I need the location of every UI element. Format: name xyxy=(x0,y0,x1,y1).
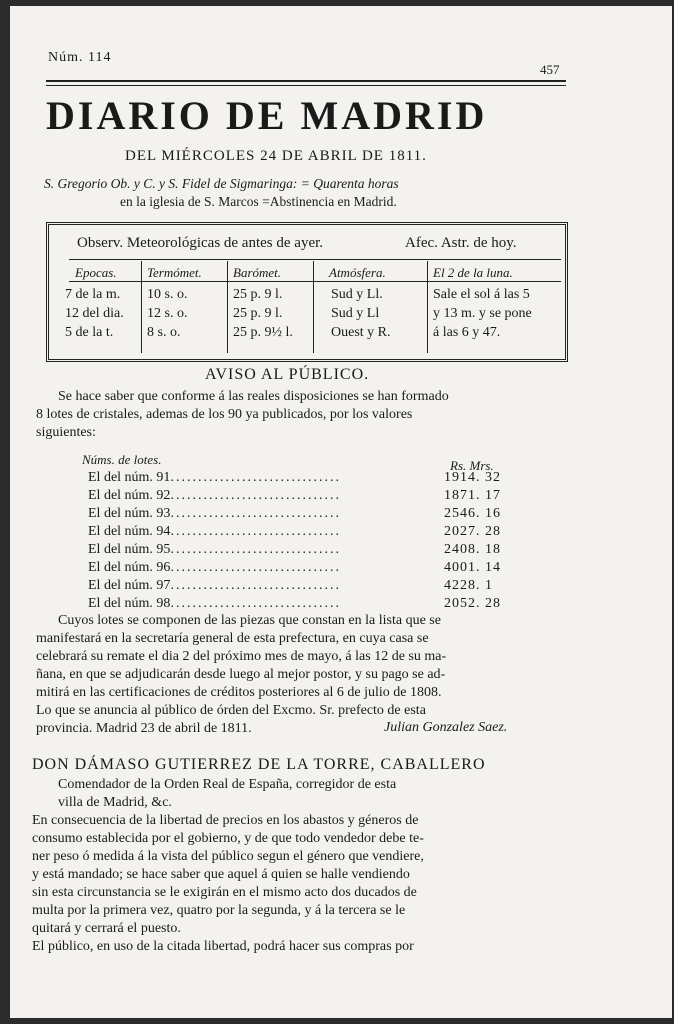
row-epoch: 12 del dia. xyxy=(65,306,124,321)
masthead-title: DIARIO DE MADRID xyxy=(46,93,488,138)
row-epoch: 7 de la m. xyxy=(65,287,121,302)
lot-row: El del núm. 91............................... xyxy=(88,470,341,485)
lot-row: El del núm. 92............................... xyxy=(88,488,341,503)
row-atmos: Sud y Ll. xyxy=(331,287,383,302)
lot-amount: 2408. 18 xyxy=(444,542,501,557)
lot-row: El del núm. 96............................... xyxy=(88,560,341,575)
lot-amount: 2546. 16 xyxy=(444,506,501,521)
issue-number: Núm. 114 xyxy=(48,50,112,65)
row-baro: 25 p. 9 l. xyxy=(233,306,283,321)
col-atmosfera: Atmósfera. xyxy=(329,265,386,280)
header-rule-thin xyxy=(46,85,566,86)
table-rule xyxy=(69,281,561,282)
aviso-intro: Se hace saber que conforme á las reales disposiciones se han formado 8 lotes de cristales, ademas de los 90 ya publicados, por los valores siguientes: xyxy=(36,389,449,440)
row-temp: 8 s. o. xyxy=(147,325,181,340)
lot-amount: 1871. 17 xyxy=(444,488,501,503)
header-rule xyxy=(46,80,566,82)
lot-row: El del núm. 94............................... xyxy=(88,524,341,539)
signature: Julian Gonzalez Saez. xyxy=(384,720,508,735)
page-number: 457 xyxy=(540,62,560,77)
row-baro: 25 p. 9 l. xyxy=(233,287,283,302)
row-atmos: Ouest y R. xyxy=(331,325,391,340)
table-divider xyxy=(313,261,314,353)
table-rule xyxy=(69,259,561,260)
aviso-body: Cuyos lotes se componen de las piezas que constan en la lista que se manifestará en la secretaría general de esta prefectura, en cuya casa se celebrará su remate el dia 2 del próximo mes de mayo, á las 12 de su ma- ñana, en que se adjudicarán desde luego al mejor postor, y su pago se ad- mitirá en las certificaciones de créditos posteriores al 6 de julio de 1808. Lo que se anuncia al público de órden del Excmo. Sr. prefecto de esta provincia. Madrid 23 de abril de 1811. xyxy=(36,613,447,736)
section-heading-aviso: AVISO AL PÚBLICO. xyxy=(205,366,370,383)
row-temp: 12 s. o. xyxy=(147,306,188,321)
table-divider xyxy=(427,261,428,353)
lot-row: El del núm. 93............................... xyxy=(88,506,341,521)
weather-table xyxy=(46,222,568,362)
lotes-header: Núms. de lotes. xyxy=(82,452,162,467)
decree-body: Comendador de la Orden Real de España, corregidor de esta villa de Madrid, &c. En consecuencia de la libertad de precios en los abastos y géneros de consumo establecida por el gobierno, y de que todo vendedor debe te- ner peso ó medida á la vista del público segun el género que vendiere, y está mandado; se hace saber que aquel á quien se halle vendiendo sin esta circunstancia se le exigirán en el mismo acto dos ducados de multa por la primera vez, quatro por la segunda, y á la tercera se le quitará y cerrará el puesto. El público, en uso de la citada libertad, podrá hacer sus compras por xyxy=(32,777,424,954)
dateline: DEL MIÉRCOLES 24 DE ABRIL DE 1811. xyxy=(125,148,427,164)
saints-line: S. Gregorio Ob. y C. y S. Fidel de Sigmaringa: = Quarenta horas xyxy=(44,176,399,191)
row-temp: 10 s. o. xyxy=(147,287,188,302)
lot-amount: 2027. 28 xyxy=(444,524,501,539)
lot-amount: 1914. 32 xyxy=(444,470,501,485)
saints-line-2: en la iglesia de S. Marcos =Abstinencia en Madrid. xyxy=(120,194,397,209)
moon-line-2: y 13 m. y se pone xyxy=(433,306,532,321)
moon-line-3: á las 6 y 47. xyxy=(433,325,501,340)
col-barometro: Barómet. xyxy=(233,265,282,280)
row-epoch: 5 de la t. xyxy=(65,325,114,340)
amount-header: Rs. Mrs. xyxy=(450,458,494,473)
section-heading-don: DON DÁMASO GUTIERREZ DE LA TORRE, CABALLERO xyxy=(32,756,486,773)
lot-amount: 4001. 14 xyxy=(444,560,501,575)
table-divider xyxy=(141,261,142,353)
col-epocas: Epocas. xyxy=(75,265,117,280)
table-divider xyxy=(227,261,228,353)
weather-table-title: Observ. Meteorológicas de antes de ayer. xyxy=(77,235,324,251)
col-termometro: Termómet. xyxy=(147,265,202,280)
newspaper-page xyxy=(10,6,672,1018)
lot-row: El del núm. 95............................... xyxy=(88,542,341,557)
astro-table-title: Afec. Astr. de hoy. xyxy=(405,235,517,251)
moon-line-1: Sale el sol á las 5 xyxy=(433,287,530,302)
lot-amount: 2052. 28 xyxy=(444,596,501,611)
row-atmos: Sud y Ll xyxy=(331,306,380,321)
lot-amount: 4228. 1 xyxy=(444,578,493,593)
col-luna: El 2 de la luna. xyxy=(433,265,513,280)
row-baro: 25 p. 9½ l. xyxy=(233,325,293,340)
lot-row: El del núm. 97............................... xyxy=(88,578,341,593)
lot-row: El del núm. 98............................... xyxy=(88,596,341,611)
